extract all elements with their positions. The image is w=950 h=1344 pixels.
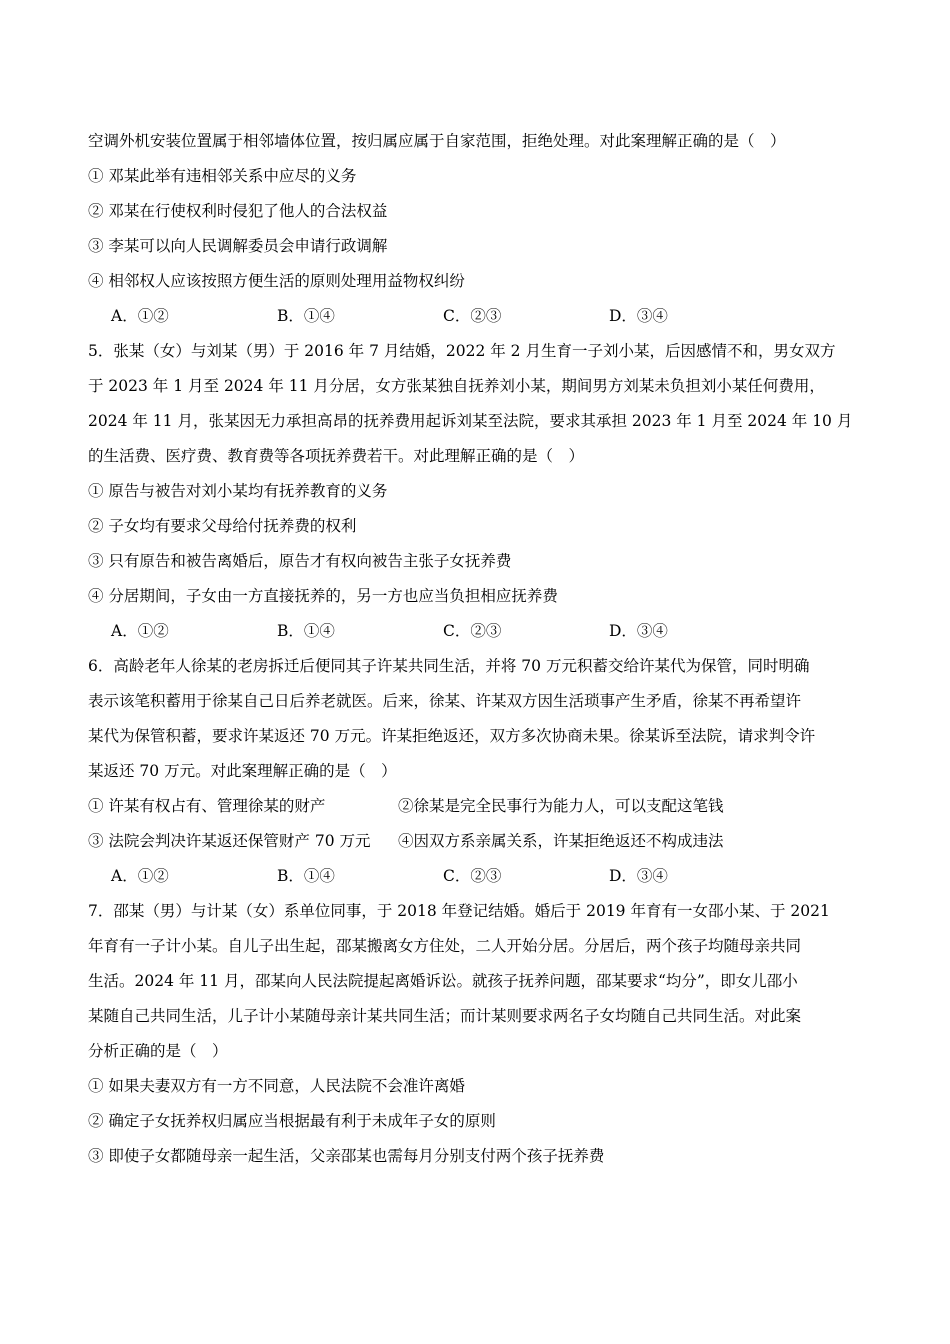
exam-page [88, 124, 868, 1174]
statement-2: ② 确定子女抚养权归属应当根据最有利于未成年子女的原则 [88, 1112, 496, 1130]
option-a: A．①② [111, 307, 169, 325]
question-text: 2024 年 11 月，张某因无力承担高昂的抚养费用起诉刘某至法院，要求其承担 2023 年 1 月至 2024 年 10 月 [88, 412, 853, 430]
statement-row-1 [88, 789, 868, 824]
question-text: 某随自己共同生活，儿子计小某随母亲计某共同生活；而计某则要求两名子女均随自己共同生活。对此案 [88, 1007, 802, 1025]
question-text: 某代为保管积蓄，要求许某返还 70 万元。许某拒绝返还，双方多次协商未果。徐某诉至法院，请求判令许 [88, 727, 816, 745]
statement-4: ④ 分居期间，子女由一方直接抚养的，另一方也应当负担相应抚养费 [88, 587, 558, 605]
statement-1: ① 邓某此举有违相邻关系中应尽的义务 [88, 167, 357, 185]
statement-2: ② 子女均有要求父母给付抚养费的权利 [88, 517, 357, 535]
option-a: A．①② [111, 622, 169, 640]
question-7 [88, 894, 868, 1174]
option-b: B．①④ [277, 307, 335, 325]
question-text: 分析正确的是（ ） [88, 1042, 228, 1060]
option-c: C．②③ [443, 867, 502, 885]
option-b: B．①④ [277, 622, 335, 640]
statement-2: ②徐某是完全民事行为能力人，可以支配这笔钱 [398, 797, 724, 815]
option-d: D．③④ [609, 307, 668, 325]
question-4-continuation [88, 124, 868, 334]
question-text: 6．高龄老年人徐某的老房拆迁后便同其子许某共同生活，并将 70 万元积蓄交给许某代为保管，同时明确 [88, 657, 810, 675]
answer-options [88, 614, 868, 649]
statement-3: ③ 即使子女都随母亲一起生活，父亲邵某也需每月分别支付两个孩子抚养费 [88, 1147, 605, 1165]
question-text: 的生活费、医疗费、教育费等各项抚养费若干。对此理解正确的是（ ） [88, 447, 585, 465]
question-text: 某返还 70 万元。对此案理解正确的是（ ） [88, 762, 397, 780]
question-text: 生活。2024 年 11 月，邵某向人民法院提起离婚诉讼。就孩子抚养问题，邵某要求“均分”，即女儿邵小 [88, 972, 798, 990]
answer-options [88, 299, 868, 334]
option-c: C．②③ [443, 622, 502, 640]
question-text: 7．邵某（男）与计某（女）系单位同事，于 2018 年登记结婚。婚后于 2019 年育有一女邵小某、于 2021 [88, 902, 830, 920]
statement-3: ③ 李某可以向人民调解委员会申请行政调解 [88, 237, 388, 255]
statement-4: ④ 相邻权人应该按照方便生活的原则处理用益物权纠纷 [88, 272, 465, 290]
statement-row-2 [88, 824, 868, 859]
answer-options [88, 859, 868, 894]
option-c: C．②③ [443, 307, 502, 325]
statement-1: ① 如果夫妻双方有一方不同意，人民法院不会准许离婚 [88, 1077, 465, 1095]
statement-1: ① 许某有权占有、管理徐某的财产 [88, 797, 326, 815]
option-a: A．①② [111, 867, 169, 885]
statement-2: ② 邓某在行使权利时侵犯了他人的合法权益 [88, 202, 388, 220]
statement-1: ① 原告与被告对刘小某均有抚养教育的义务 [88, 482, 388, 500]
question-6 [88, 649, 868, 894]
option-b: B．①④ [277, 867, 335, 885]
statement-3: ③ 只有原告和被告离婚后，原告才有权向被告主张子女抚养费 [88, 552, 512, 570]
option-d: D．③④ [609, 622, 668, 640]
question-text: 年育有一子计小某。自儿子出生起，邵某搬离女方住处，二人开始分居。分居后，两个孩子均随母亲共同 [88, 937, 802, 955]
question-text: 空调外机安装位置属于相邻墙体位置，按归属应属于自家范围，拒绝处理。对此案理解正确的是（ ） [88, 132, 786, 150]
option-d: D．③④ [609, 867, 668, 885]
question-text: 表示该笔积蓄用于徐某自己日后养老就医。后来，徐某、许某双方因生活琐事产生矛盾，徐某不再希望许 [88, 692, 802, 710]
statement-4: ④因双方系亲属关系，许某拒绝返还不构成违法 [398, 832, 724, 850]
question-text: 于 2023 年 1 月至 2024 年 11 月分居，女方张某独自抚养刘小某，期间男方刘某未负担刘小某任何费用， [88, 377, 825, 395]
statement-3: ③ 法院会判决许某返还保管财产 70 万元 [88, 832, 371, 850]
question-5 [88, 334, 868, 649]
question-text: 5．张某（女）与刘某（男）于 2016 年 7 月结婚，2022 年 2 月生育一子刘小某，后因感情不和，男女双方 [88, 342, 836, 360]
